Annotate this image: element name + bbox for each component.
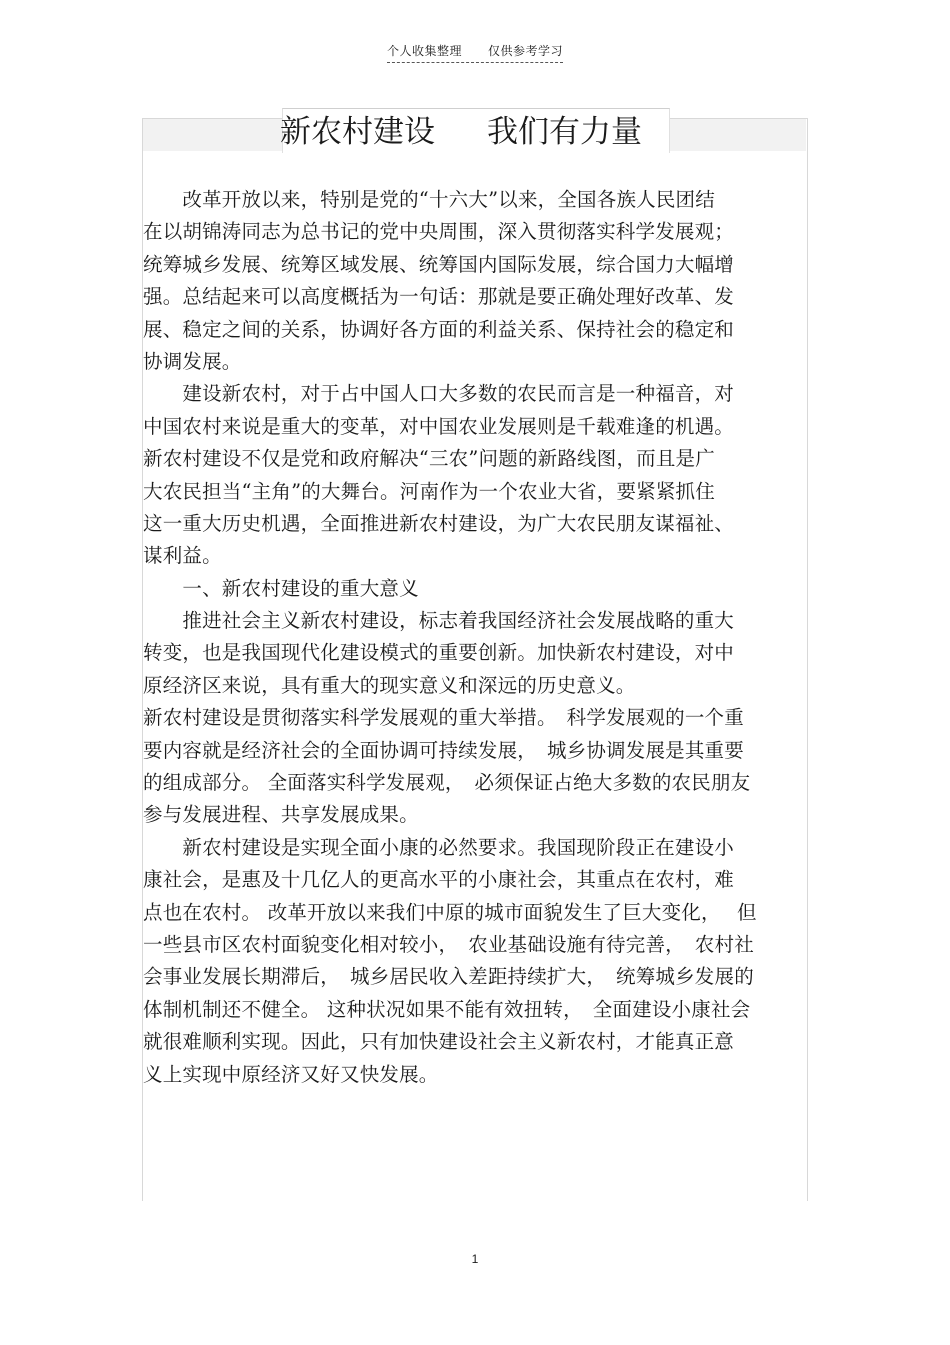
header-right-text: 仅供参考学习 [488, 44, 564, 58]
paragraph-line: 展、稳定之间的关系，协调好各方面的利益关系、保持社会的稳定和 [143, 317, 735, 341]
paragraph-line: 推进社会主义新农村建设，标志着我国经济社会发展战略的重大 [143, 609, 735, 633]
paragraph-line: 点也在农村。 改革开放以来我们中原的城市面貌发生了巨大变化， 但 [143, 900, 757, 924]
paragraph-line: 新农村建设是实现全面小康的必然要求。我国现阶段正在建设小 [143, 835, 735, 859]
paragraph-line: 一、新农村建设的重大意义 [143, 576, 419, 600]
paragraph-line: 谋利益。 [143, 544, 222, 568]
title-part-1: 新农村建设 [280, 114, 435, 150]
header-text [387, 42, 563, 63]
paragraph-line: 新农村建设是贯彻落实科学发展观的重大举措。 科学发展观的一个重 [143, 706, 744, 730]
paragraph-line: 统筹城乡发展、统筹区域发展、统筹国内国际发展，综合国力大幅增 [143, 252, 735, 276]
document-title [280, 110, 642, 154]
page-header [0, 40, 950, 63]
paragraph-line: 建设新农村，对于占中国人口大多数的农民而言是一种福音，对 [143, 382, 735, 406]
paragraph-line: 协调发展。 [143, 349, 242, 373]
paragraph-line: 一些县市区农村面貌变化相对较小， 农业基础设施有待完善， 农村社 [143, 932, 754, 956]
paragraph-line: 的组成部分。 全面落实科学发展观， 必须保证占绝大多数的农民朋友 [143, 771, 751, 795]
page-number: 1 [471, 1252, 479, 1266]
paragraph-line: 体制机制还不健全。 这种状况如果不能有效扭转， 全面建设小康社会 [143, 997, 751, 1021]
paragraph-line: 会事业发展长期滞后， 城乡居民收入差距持续扩大， 统筹城乡发展的 [143, 965, 754, 989]
paragraph-line: 在以胡锦涛同志为总书记的党中央周围，深入贯彻落实科学发展观； [143, 220, 735, 244]
paragraph-line: 大农民担当“主角”的大舞台。河南作为一个农业大省，要紧紧抓住 [143, 479, 715, 503]
paragraph-line: 这一重大历史机遇，全面推进新农村建设，为广大农民朋友谋福祉、 [143, 511, 735, 535]
header-left-text: 个人收集整理 [386, 44, 462, 58]
paragraph-line: 就很难顺利实现。因此，只有加快建设社会主义新农村，才能真正意 [143, 1030, 735, 1054]
paragraph-line: 中国农村来说是重大的变革，对中国农业发展则是千载难逢的机遇。 [143, 414, 735, 438]
paragraph-line: 转变，也是我国现代化建设模式的重要创新。加快新农村建设，对中 [143, 641, 735, 665]
paragraph-line: 强。总结起来可以高度概括为一句话：那就是要正确处理好改革、发 [143, 285, 735, 309]
paragraph-line: 新农村建设不仅是党和政府解决“三农”问题的新路线图，而且是广 [143, 447, 715, 471]
paragraph-line: 参与发展进程、共享发展成果。 [143, 803, 419, 827]
title-part-2: 我们有力量 [487, 114, 642, 150]
paragraph-line: 要内容就是经济社会的全面协调可持续发展， 城乡协调发展是其重要 [143, 738, 744, 762]
paragraph-line: 康社会，是惠及十几亿人的更高水平的小康社会，其重点在农村，难 [143, 868, 735, 892]
paragraph-line: 改革开放以来，特别是党的“十六大”以来，全国各族人民团结 [143, 188, 715, 211]
body-text [143, 184, 808, 1091]
paragraph-line: 原经济区来说，具有重大的现实意义和深远的历史意义。 [143, 673, 636, 697]
paragraph-line: 义上实现中原经济又好又快发展。 [143, 1062, 439, 1086]
